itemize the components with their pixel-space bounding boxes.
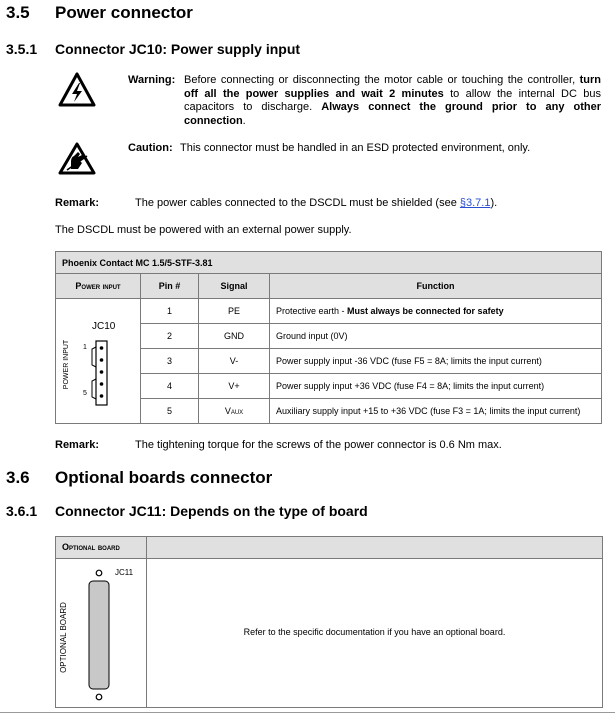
pin-first-label: 1 — [83, 344, 87, 351]
subsection-title: Connector JC11: Depends on the type of board — [55, 503, 368, 519]
optional-board-text: Refer to the specific documentation if you have an optional board. — [243, 627, 506, 637]
header-pin: Pin # — [141, 274, 199, 299]
table-row — [56, 299, 602, 324]
power-connector-table — [55, 251, 602, 424]
table-header-row — [56, 274, 602, 299]
function-text: Protective earth - — [276, 306, 348, 316]
subsection-title: Connector JC10: Power supply input — [55, 41, 301, 57]
section-number: 3.5 — [6, 3, 30, 22]
function-cell: Power supply input +36 VDC (fuse F4 = 8A; limits the input current) — [270, 374, 602, 399]
subsection-number: 3.5.1 — [6, 41, 38, 57]
function-cell — [270, 299, 602, 324]
table-title-row — [56, 252, 602, 274]
signal-cell: PE — [199, 299, 270, 324]
signal-cell: V+ — [199, 374, 270, 399]
warning-text — [184, 74, 601, 128]
warning-bold-part: turn off all the power supplies and wait 2 minutes — [184, 74, 601, 100]
side-label: POWER INPUT — [63, 339, 71, 390]
remark-label: Remark: — [55, 197, 100, 209]
header-function: Function — [270, 274, 602, 299]
header-power-input: Power input — [56, 274, 141, 299]
connector-label: JC10 — [92, 321, 116, 332]
remark-text-part: The power cables connected to the DSCDL must be shielded (see — [135, 197, 460, 209]
subsection-number: 3.6.1 — [6, 503, 38, 519]
connector-label: JC11 — [115, 568, 134, 577]
section-title: Power connector — [55, 3, 193, 22]
high-voltage-warning-icon — [58, 72, 96, 108]
section-number: 3.6 — [6, 468, 30, 487]
pin-cell: 1 — [141, 299, 199, 324]
optional-board-table — [55, 536, 603, 708]
terminal-block-icon — [89, 339, 109, 407]
function-bold-text: Must always be connected for safety — [347, 306, 504, 316]
caution-label: Caution: — [128, 142, 173, 154]
section-link[interactable]: §3.7.1 — [459, 197, 491, 209]
warning-text-part: Before connecting or disconnecting the motor cable or touching the controller, — [184, 74, 580, 86]
warning-text-part: to allow the internal DC bus capacitors to discharge. — [184, 87, 601, 114]
function-cell: Auxiliary supply input +15 to +36 VDC (fuse F3 = 1A; limits the input current) — [270, 399, 602, 424]
remark-text-part: ). — [490, 197, 498, 209]
esd-caution-icon — [58, 142, 96, 176]
remark-label: Remark: — [55, 439, 100, 451]
table-title: Phoenix Contact MC 1.5/5-STF-3.81 — [56, 252, 602, 274]
header-cell-empty — [147, 537, 602, 559]
section-title: Optional boards connector — [55, 468, 273, 487]
pin-last-label: 5 — [83, 390, 87, 397]
header-optional-board: Optional board — [62, 542, 120, 552]
warning-text-part: . — [242, 114, 246, 127]
warning-label: Warning: — [128, 74, 176, 86]
remark-text: The tightening torque for the screws of the power connector is 0.6 Nm max. — [135, 439, 502, 451]
pin-cell: 2 — [141, 324, 199, 349]
signal-cell: V- — [199, 349, 270, 374]
function-cell: Ground input (0V) — [270, 324, 602, 349]
db-connector-icon — [86, 567, 116, 703]
powered-text: The DSCDL must be powered with an external power supply. — [55, 224, 352, 236]
side-label: OPTIONAL BOARD — [58, 602, 68, 673]
pin-cell: 4 — [141, 374, 199, 399]
pin-cell: 5 — [141, 399, 199, 424]
function-cell: Power supply input -36 VDC (fuse F5 = 8A; limits the input current) — [270, 349, 602, 374]
header-signal: Signal — [199, 274, 270, 299]
signal-cell: Vaux — [199, 399, 270, 424]
warning-bold-part: Always connect the ground prior to any other connection — [184, 101, 601, 127]
remark-text — [135, 197, 497, 211]
signal-cell: GND — [199, 324, 270, 349]
caution-text: This connector must be handled in an ESD protected environment, only. — [180, 142, 531, 154]
bottom-rule — [0, 712, 615, 713]
connector-diagram-cell — [56, 299, 141, 424]
pin-cell: 3 — [141, 349, 199, 374]
header-cell — [56, 537, 147, 559]
